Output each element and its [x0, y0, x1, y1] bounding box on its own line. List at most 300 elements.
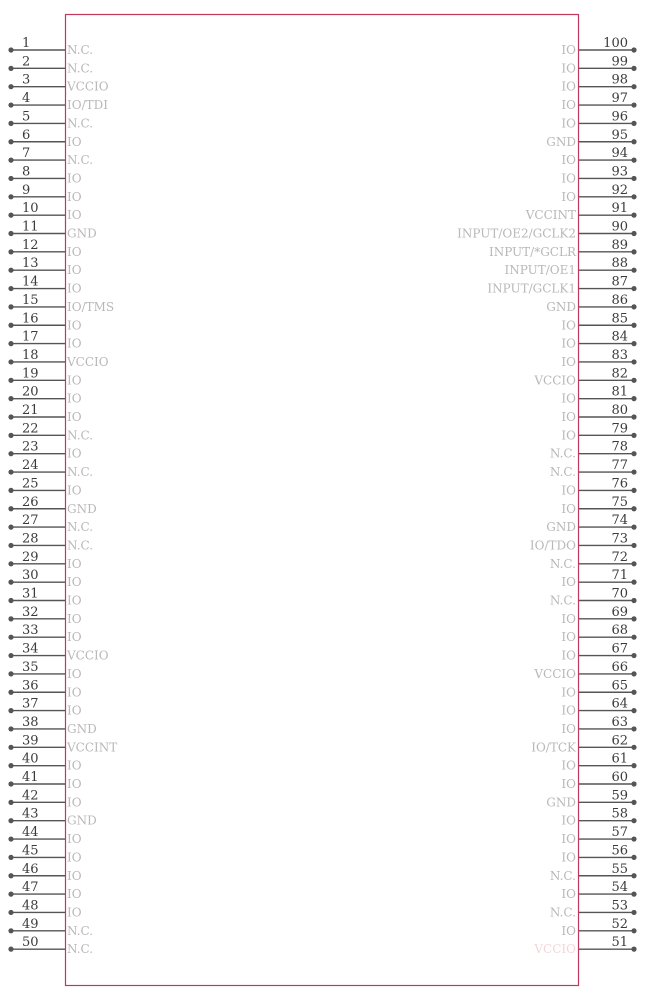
- pin-number: 84: [611, 329, 628, 345]
- pin-name: IO: [67, 703, 82, 718]
- pin-number: 28: [22, 531, 39, 547]
- pin-number: 44: [22, 825, 39, 841]
- pin-number: 19: [22, 366, 39, 382]
- pin-name: IO: [67, 611, 82, 626]
- pin-end-dot: [8, 121, 13, 126]
- pin-name: IO/TDO: [529, 538, 576, 553]
- pin-end-dot: [8, 745, 13, 750]
- pin-end-dot: [8, 708, 13, 713]
- pin-name: IO: [561, 777, 576, 791]
- pin-number: 67: [611, 641, 628, 657]
- pin-number: 98: [611, 72, 628, 88]
- pin-number: 65: [611, 678, 628, 694]
- pin-end-dot: [8, 635, 13, 640]
- pin-name: IO: [561, 923, 576, 938]
- pin-name: INPUT/*GCLR: [488, 244, 576, 259]
- pin-name: VCCIO: [67, 354, 109, 369]
- pin-end-dot: [631, 433, 636, 438]
- pin-name: IO: [67, 281, 82, 296]
- pin-name: IO: [561, 428, 576, 443]
- pin-number: 56: [611, 843, 628, 859]
- pin-end-dot: [631, 836, 636, 841]
- pin-number: 92: [611, 182, 628, 198]
- pin-number: 94: [611, 146, 628, 162]
- pin-end-dot: [631, 635, 636, 640]
- pin-name: IO: [561, 501, 576, 516]
- pin-number: 96: [611, 109, 628, 125]
- pin-number: 97: [611, 91, 628, 107]
- pin-number: 16: [22, 311, 39, 327]
- pin-name: N.C.: [67, 116, 94, 131]
- pin-number: 18: [22, 347, 39, 363]
- pin-name: IO: [561, 189, 576, 204]
- pin-end-dot: [8, 304, 13, 309]
- pin-number: 15: [22, 292, 39, 308]
- pin-name: GND: [67, 721, 97, 736]
- pin-number: 79: [611, 421, 628, 437]
- pin-number: 25: [22, 476, 39, 492]
- pin-end-dot: [8, 433, 13, 438]
- pin-name: VCCINT: [525, 208, 576, 223]
- pin-end-dot: [8, 598, 13, 603]
- pin-number: 57: [611, 825, 628, 841]
- pin-name: IO: [67, 244, 82, 259]
- pin-number: 30: [22, 568, 39, 584]
- pin-name: IO: [561, 318, 576, 333]
- pin-number: 39: [22, 733, 39, 749]
- pin-number: 86: [611, 292, 628, 308]
- pin-end-dot: [8, 561, 13, 566]
- pin-number: 77: [611, 458, 628, 474]
- pin-name: GND: [546, 134, 576, 149]
- pin-end-dot: [631, 873, 636, 878]
- pin-end-dot: [8, 396, 13, 401]
- pin-end-dot: [8, 800, 13, 805]
- pin-name: IO/TCK: [531, 740, 576, 755]
- pin-number: 45: [22, 843, 39, 859]
- pin-number: 72: [611, 549, 628, 565]
- pin-number: 70: [611, 586, 628, 602]
- pin-end-dot: [631, 47, 636, 52]
- pin-number: 87: [611, 274, 628, 290]
- pin-number: 17: [22, 329, 39, 345]
- pin-end-dot: [631, 268, 636, 273]
- pin-number: 12: [22, 237, 39, 253]
- pin-name: IO: [561, 153, 576, 168]
- pin-number: 2: [22, 54, 31, 70]
- pin-number: 53: [611, 898, 628, 914]
- pin-end-dot: [631, 525, 636, 530]
- pin-number: 32: [22, 604, 39, 620]
- pin-number: 24: [22, 458, 39, 474]
- pin-end-dot: [8, 671, 13, 676]
- pin-name: IO: [67, 905, 82, 920]
- pin-number: 76: [611, 476, 628, 492]
- pin-end-dot: [631, 543, 636, 548]
- pin-end-dot: [631, 304, 636, 309]
- pin-name: IO: [561, 391, 576, 406]
- pin-end-dot: [631, 947, 636, 952]
- pin-end-dot: [8, 176, 13, 181]
- pin-name: IO: [67, 758, 82, 773]
- pin-number: 34: [22, 641, 39, 657]
- pin-end-dot: [8, 910, 13, 915]
- pin-number: 23: [22, 439, 39, 455]
- pin-name: IO: [67, 189, 82, 204]
- pin-name: IO: [561, 685, 576, 700]
- pin-name: IO: [561, 79, 576, 94]
- pin-number: 50: [22, 935, 39, 951]
- pin-number: 58: [611, 806, 628, 822]
- pin-name: N.C.: [67, 153, 94, 168]
- pin-name: IO: [67, 263, 82, 278]
- pin-number: 74: [611, 513, 628, 529]
- pin-name: N.C.: [67, 923, 94, 938]
- pin-end-dot: [631, 176, 636, 181]
- pin-name: IO: [561, 887, 576, 902]
- pin-end-dot: [8, 451, 13, 456]
- pin-number: 36: [22, 678, 39, 694]
- pin-number: 64: [611, 696, 628, 712]
- pin-end-dot: [8, 781, 13, 786]
- pin-number: 89: [611, 237, 628, 253]
- pin-number: 11: [22, 219, 39, 235]
- pin-end-dot: [8, 763, 13, 768]
- pin-end-dot: [8, 139, 13, 144]
- pin-number: 5: [22, 109, 31, 125]
- pin-end-dot: [8, 892, 13, 897]
- pin-end-dot: [8, 341, 13, 346]
- pin-number: 49: [22, 916, 39, 932]
- pin-name: IO: [561, 758, 576, 773]
- pin-name: IO: [561, 832, 576, 847]
- pin-number: 38: [22, 714, 39, 730]
- pin-number: 1: [22, 36, 31, 51]
- pin-number: 9: [22, 182, 31, 198]
- pin-number: 21: [22, 403, 39, 418]
- pin-end-dot: [631, 378, 636, 383]
- pin-end-dot: [8, 323, 13, 328]
- pin-end-dot: [631, 928, 636, 933]
- pin-end-dot: [8, 543, 13, 548]
- pin-end-dot: [8, 653, 13, 658]
- pin-end-dot: [631, 690, 636, 695]
- pin-end-dot: [631, 781, 636, 786]
- pin-end-dot: [8, 855, 13, 860]
- pin-name: IO: [561, 98, 576, 113]
- pin-name: IO: [561, 813, 576, 828]
- pin-number: 47: [22, 880, 39, 896]
- pin-number: 6: [22, 127, 31, 143]
- pin-end-dot: [8, 158, 13, 163]
- pin-name: N.C.: [549, 465, 576, 480]
- pin-number: 55: [611, 861, 628, 877]
- pin-end-dot: [631, 488, 636, 493]
- pin-number: 93: [611, 164, 628, 180]
- pin-name: GND: [546, 520, 576, 535]
- pin-name: VCCIO: [534, 666, 576, 681]
- pin-end-dot: [631, 598, 636, 603]
- pin-number: 100: [603, 36, 628, 51]
- pin-number: 40: [22, 751, 39, 767]
- pin-number: 27: [22, 513, 39, 529]
- pin-number: 37: [22, 696, 39, 712]
- pin-number: 83: [611, 347, 628, 363]
- pin-name: IO: [561, 648, 576, 663]
- pin-end-dot: [8, 249, 13, 254]
- pin-end-dot: [8, 525, 13, 530]
- pin-end-dot: [631, 671, 636, 676]
- pin-name: IO: [561, 611, 576, 626]
- pin-number: 91: [611, 201, 628, 217]
- pin-name: INPUT/OE2/GCLK2: [457, 226, 576, 241]
- pin-number: 20: [22, 384, 39, 400]
- pin-name: IO: [561, 410, 576, 424]
- pin-end-dot: [631, 359, 636, 364]
- pin-number: 62: [611, 733, 628, 749]
- pin-name: IO/TDI: [67, 98, 108, 113]
- pin-end-dot: [8, 231, 13, 236]
- pin-name: N.C.: [67, 520, 94, 535]
- pin-name: GND: [546, 795, 576, 810]
- pin-number: 31: [22, 586, 39, 602]
- pin-end-dot: [631, 194, 636, 199]
- pin-name: IO: [561, 61, 576, 76]
- pin-name: GND: [67, 226, 97, 241]
- pin-name: IO: [67, 630, 82, 645]
- pin-end-dot: [631, 213, 636, 218]
- pin-number: 63: [611, 714, 628, 730]
- pin-number: 81: [611, 384, 628, 400]
- pin-end-dot: [631, 580, 636, 585]
- pin-end-dot: [8, 84, 13, 89]
- pin-name: IO: [67, 556, 82, 571]
- pin-end-dot: [8, 928, 13, 933]
- pin-end-dot: [631, 249, 636, 254]
- pin-end-dot: [631, 910, 636, 915]
- pin-end-dot: [8, 616, 13, 621]
- pin-name: IO: [561, 171, 576, 186]
- pin-name: IO: [561, 721, 576, 736]
- pin-end-dot: [8, 414, 13, 419]
- pin-name: IO: [561, 850, 576, 865]
- pin-name: VCCIO: [534, 942, 576, 957]
- pin-number: 73: [611, 531, 628, 547]
- pin-name: IO/TMS: [67, 299, 115, 314]
- pin-number: 88: [611, 256, 628, 272]
- pin-name: IO: [561, 336, 576, 351]
- pin-name: IO: [67, 832, 82, 847]
- pin-name: VCCIO: [534, 373, 576, 388]
- pin-name: IO: [67, 887, 82, 902]
- pin-name: GND: [67, 813, 97, 828]
- pin-name: IO: [561, 483, 576, 498]
- pin-number: 8: [22, 164, 31, 180]
- pin-name: VCCIO: [67, 79, 109, 94]
- pin-end-dot: [631, 84, 636, 89]
- pin-number: 48: [22, 898, 39, 914]
- pin-name: VCCINT: [67, 740, 118, 755]
- pin-name: IO: [67, 391, 82, 406]
- pin-end-dot: [631, 892, 636, 897]
- pin-end-dot: [631, 341, 636, 346]
- pin-end-dot: [631, 66, 636, 71]
- pin-name: N.C.: [67, 428, 94, 443]
- pin-number: 33: [22, 623, 39, 639]
- pin-name: N.C.: [67, 538, 94, 553]
- pin-number: 82: [611, 366, 628, 382]
- pin-number: 85: [611, 311, 628, 327]
- pin-end-dot: [8, 488, 13, 493]
- pin-name: VCCIO: [67, 648, 109, 663]
- pin-end-dot: [631, 323, 636, 328]
- pin-number: 46: [22, 861, 39, 877]
- pin-end-dot: [631, 818, 636, 823]
- pin-end-dot: [8, 194, 13, 199]
- pin-name: IO: [67, 483, 82, 498]
- pin-number: 29: [22, 549, 39, 565]
- pin-name: IO: [67, 850, 82, 865]
- pin-name: N.C.: [549, 446, 576, 461]
- pin-number: 10: [22, 201, 39, 217]
- pin-name: IO: [67, 373, 82, 388]
- pin-number: 51: [611, 935, 628, 951]
- pin-name: IO: [67, 593, 82, 608]
- pin-number: 71: [611, 568, 628, 584]
- pin-number: 54: [611, 880, 628, 896]
- pin-name: IO: [561, 116, 576, 131]
- pin-end-dot: [631, 286, 636, 291]
- pin-end-dot: [631, 139, 636, 144]
- pin-name: INPUT/OE1: [504, 263, 576, 278]
- pin-end-dot: [631, 414, 636, 419]
- pin-number: 68: [611, 623, 628, 639]
- ic-body-outline: [66, 15, 579, 986]
- pin-end-dot: [8, 580, 13, 585]
- pin-name: IO: [67, 575, 82, 590]
- pin-end-dot: [631, 469, 636, 474]
- pin-end-dot: [631, 561, 636, 566]
- pin-end-dot: [8, 818, 13, 823]
- pin-name: IO: [561, 703, 576, 718]
- pin-name: N.C.: [67, 465, 94, 480]
- pin-number: 99: [611, 54, 628, 70]
- pin-number: 90: [611, 219, 628, 235]
- pin-end-dot: [8, 268, 13, 273]
- pin-name: IO: [67, 446, 82, 461]
- pin-number: 3: [22, 72, 31, 88]
- pin-end-dot: [631, 653, 636, 658]
- pin-number: 78: [611, 439, 628, 455]
- pin-end-dot: [8, 378, 13, 383]
- pin-end-dot: [8, 66, 13, 71]
- pin-end-dot: [8, 506, 13, 511]
- pin-number: 69: [611, 604, 628, 620]
- pin-end-dot: [8, 102, 13, 107]
- pin-end-dot: [8, 726, 13, 731]
- pin-name: IO: [561, 354, 576, 369]
- pin-number: 60: [611, 770, 628, 785]
- pin-number: 59: [611, 788, 628, 804]
- pin-name: IO: [67, 410, 82, 424]
- pin-end-dot: [8, 836, 13, 841]
- pin-end-dot: [631, 745, 636, 750]
- pin-end-dot: [631, 396, 636, 401]
- pin-name: IO: [67, 777, 82, 791]
- pin-name: IO: [67, 134, 82, 149]
- pin-number: 35: [22, 659, 39, 675]
- pin-number: 7: [22, 146, 31, 162]
- pin-end-dot: [8, 47, 13, 52]
- pin-name: IO: [67, 318, 82, 333]
- pin-end-dot: [8, 690, 13, 695]
- pin-end-dot: [631, 158, 636, 163]
- pin-number: 66: [611, 659, 628, 675]
- pin-number: 22: [22, 421, 39, 437]
- pin-name: GND: [67, 501, 97, 516]
- pin-end-dot: [631, 616, 636, 621]
- pin-name: IO: [561, 575, 576, 590]
- pin-name: N.C.: [549, 905, 576, 920]
- pin-end-dot: [8, 359, 13, 364]
- pin-end-dot: [631, 102, 636, 107]
- pin-number: 13: [22, 256, 39, 272]
- pin-end-dot: [631, 763, 636, 768]
- pin-number: 61: [611, 751, 628, 767]
- pin-name: IO: [67, 208, 82, 223]
- pin-end-dot: [631, 506, 636, 511]
- pin-name: N.C.: [549, 593, 576, 608]
- pin-end-dot: [8, 213, 13, 218]
- pin-number: 41: [22, 770, 39, 785]
- pin-number: 52: [611, 916, 628, 932]
- pin-name: IO: [67, 666, 82, 681]
- pin-name: GND: [546, 299, 576, 314]
- pin-number: 95: [611, 127, 628, 143]
- pin-number: 14: [22, 274, 39, 290]
- pin-name: IO: [561, 43, 576, 57]
- pin-name: IO: [67, 336, 82, 351]
- pin-end-dot: [8, 873, 13, 878]
- pin-name: N.C.: [67, 61, 94, 76]
- pin-number: 26: [22, 494, 39, 510]
- pin-name: N.C.: [67, 43, 94, 57]
- pin-name: IO: [67, 795, 82, 810]
- pin-name: INPUT/GCLK1: [487, 281, 576, 296]
- pin-name: IO: [561, 630, 576, 645]
- pin-end-dot: [631, 726, 636, 731]
- pin-name: N.C.: [67, 942, 94, 957]
- pin-end-dot: [8, 469, 13, 474]
- pin-end-dot: [631, 800, 636, 805]
- pin-end-dot: [631, 855, 636, 860]
- pin-name: N.C.: [549, 868, 576, 883]
- pin-name: IO: [67, 868, 82, 883]
- pin-end-dot: [631, 231, 636, 236]
- pin-number: 75: [611, 494, 628, 510]
- pin-end-dot: [8, 286, 13, 291]
- pin-number: 80: [611, 403, 628, 418]
- pin-name: IO: [67, 171, 82, 186]
- pin-end-dot: [631, 708, 636, 713]
- pin-name: N.C.: [549, 556, 576, 571]
- pin-number: 43: [22, 806, 39, 822]
- pin-number: 4: [22, 91, 31, 107]
- pin-number: 42: [22, 788, 39, 804]
- pin-end-dot: [8, 947, 13, 952]
- pin-name: IO: [67, 685, 82, 700]
- pin-end-dot: [631, 121, 636, 126]
